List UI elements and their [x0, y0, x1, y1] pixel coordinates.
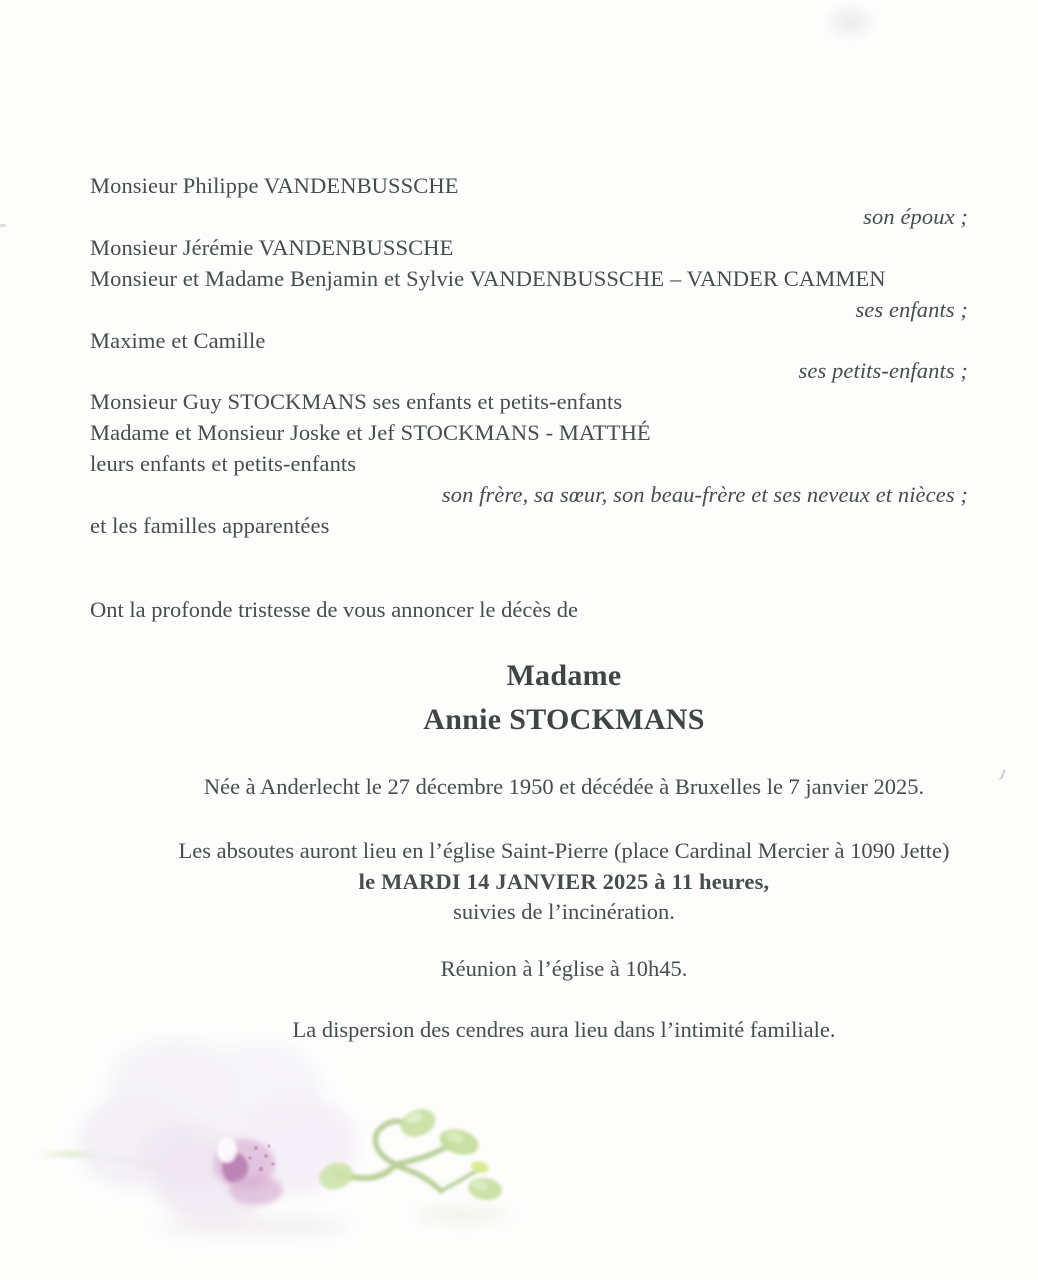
ceremony-block	[90, 836, 1038, 928]
scan-mark	[0, 224, 6, 227]
meeting-line: Réunion à l’église à 10h45.	[440, 956, 688, 981]
ceremony-location-line: Les absoutes auront lieu en l’église Saint-Pierre (place Cardinal Mercier à 1090 Jette)	[178, 838, 950, 863]
birth-death-line: Née à Anderlecht le 27 décembre 1950 et décédée à Bruxelles le 7 janvier 2025.	[203, 774, 925, 799]
ceremony-datetime-line: le MARDI 14 JANVIER 2025 à 11 heures,	[358, 868, 770, 894]
relationship-line: son frère, sa sœur, son beau-frère et ses neveux et nièces ;	[441, 482, 968, 508]
ceremony-cremation-line: suivies de l’incinération.	[453, 899, 675, 925]
orchid-image	[28, 1030, 538, 1275]
family-line: Monsieur Guy STOCKMANS ses enfants et petits-enfants	[90, 389, 623, 415]
family-line: Monsieur Jérémie VANDENBUSSCHE	[90, 234, 454, 260]
announcement-sentence: Ont la profonde tristesse de vous annoncer le décès de	[90, 597, 578, 622]
family-line: Monsieur et Madame Benjamin et Sylvie VANDENBUSSCHE – VANDER CAMMEN	[90, 265, 886, 291]
relationship-line: ses petits-enfants ;	[798, 358, 968, 384]
relationship-line: ses enfants ;	[855, 296, 968, 322]
family-line: et les familles apparentées	[90, 512, 330, 538]
family-line: Monsieur Philippe VANDENBUSSCHE	[90, 173, 459, 198]
ashes-dispersion-line: La dispersion des cendres aura lieu dans l’intimité familiale.	[292, 1017, 836, 1042]
scan-smudge	[810, 0, 890, 52]
family-line: Madame et Monsieur Joske et Jef STOCKMANS - MATTHÉ	[90, 420, 651, 446]
family-announcers-block	[90, 171, 1038, 542]
deceased-block	[90, 654, 1038, 742]
deceased-name: Annie STOCKMANS	[423, 703, 705, 736]
deceased-title: Madame	[506, 659, 622, 692]
relationship-line: son époux ;	[863, 203, 968, 229]
family-line: leurs enfants et petits-enfants	[90, 451, 357, 477]
family-line: Maxime et Camille	[90, 327, 266, 353]
